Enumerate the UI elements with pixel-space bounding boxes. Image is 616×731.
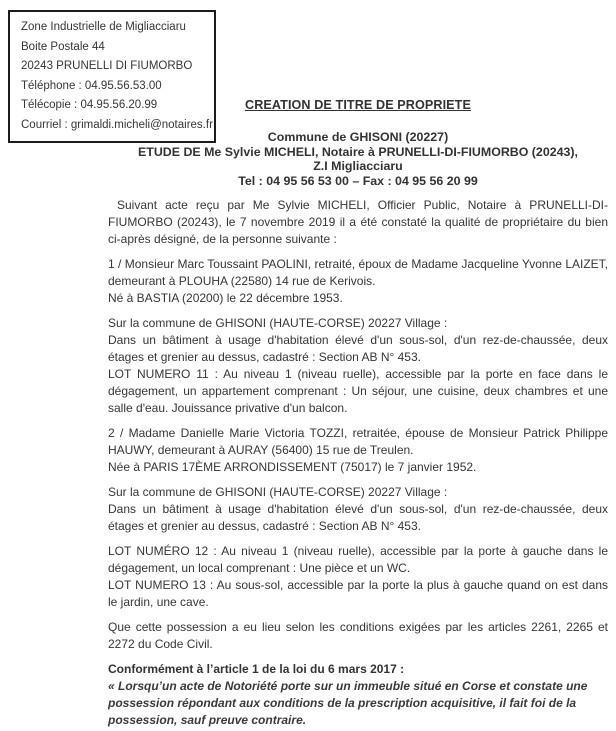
header-lines [108,130,608,188]
paragraph [108,619,608,653]
legal-section [108,661,608,728]
paragraph [108,256,608,307]
paragraph [108,425,608,476]
legal-quote: « Lorsqu’un acte de Notoriété porte sur un immeuble situé en Corse et constate une possession répondant aux conditions de la prescription acquisitive, il fait foi de la possession, sauf preuve contraire. [108,679,588,727]
paragraph-line: 1 / Monsieur Marc Toussaint PAOLINI, retraité, époux de Madame Jacqueline Yvonne LAIZET, demeurant à PLOUHA (22580) 14 rue de Kerivois. [108,257,608,288]
letterhead-line: Courriel : grimaldi.micheli@notaires.fr [21,118,213,131]
paragraph-list [108,197,608,653]
letterhead-line: 20243 PRUNELLI DI FIUMORBO [21,60,193,72]
document-title: CREATION DE TITRE DE PROPRIETE [245,98,471,112]
letterhead-line: Télécopie : 04.95.56.20.99 [21,99,158,111]
header-line: ETUDE DE Me Sylvie MICHELI, Notaire à PRUNELLI-DI-FIUMORBO (20243), [138,144,578,159]
letterhead-line: Boite Postale 44 [21,40,105,53]
paragraph [108,484,608,535]
paragraph-line: 2 / Madame Danielle Marie Victoria TOZZI, retraitée, épouse de Monsieur Patrick Philippe HAUWY, demeurant à AURAY (56400) 15 rue de Treulen. [108,426,608,457]
header-line: Tel : 04 95 56 53 00 – Fax : 04 95 56 20 99 [238,173,478,188]
paragraph-line: Née à PARIS 17ÈME ARRONDISSEMENT (75017) le 7 janvier 1952. [108,460,477,474]
paragraph-line: Sur la commune de GHISONI (HAUTE-CORSE) 20227 Village : [108,316,448,330]
paragraph-line: Né à BASTIA (20200) le 22 décembre 1953. [108,291,343,305]
paragraph-line: Dans un bâtiment à usage d'habitation élevé d'un sous-sol, d'un rez-de-chaussée, deux étages et grenier au dessus, cadastré : Section AB N° 453. [108,333,608,364]
paragraph-line: Dans un bâtiment à usage d'habitation élevé d'un sous-sol, d'un rez-de-chaussée, deux étages et grenier au dessus, cadastré : Section AB N° 453. [108,502,608,533]
paragraph-line: LOT NUMERO 11 : Au niveau 1 (niveau ruelle), accessible par la porte en face dans le dégagement, un appartement comprenant : Un séjour, une cuisine, deux chambres et une salle d'eau. Jouissance privative d'un balcon. [108,367,608,415]
letterhead-line: Zone Industrielle de Migliacciaru [21,21,186,33]
header-line: Commune de GHISONI (20227) [267,130,449,144]
paragraph-line: LOT NUMÉRO 12 : Au niveau 1 (niveau ruelle), accessible par la porte à gauche dans le dégagement, un local comprenant : Une pièce et un WC. [108,544,608,575]
paragraph [108,197,608,248]
paragraph [108,543,608,611]
legal-heading: Conformément à l’article 1 de la loi du 6 mars 2017 : [108,662,405,676]
paragraph-line: LOT NUMERO 13 : Au sous-sol, accessible par la porte la plus à gauche quand on est dans le jardin, une cave. [108,578,608,609]
letterhead-line: Téléphone : 04.95.56.53.00 [21,79,162,92]
paragraph-line: Que cette possession a eu lieu selon les conditions exigées par les articles 2261, 2265 et 2272 du Code Civil. [108,620,608,651]
paragraph-line: Sur la commune de GHISONI (HAUTE-CORSE) 20227 Village : [108,485,448,499]
paragraph [108,315,608,417]
header-line: Z.I Migliacciaru [313,159,403,174]
document-body [108,197,608,728]
document-header [108,96,608,188]
paragraph-line: Suivant acte reçu par Me Sylvie MICHELI, Officier Public, Notaire à PRUNELLI-DI-FIUMORBO (20243), le 7 novembre 2019 il a été constaté la qualité de propriétaire du bien ci-après désigné, de la personne suivante : [108,198,608,246]
